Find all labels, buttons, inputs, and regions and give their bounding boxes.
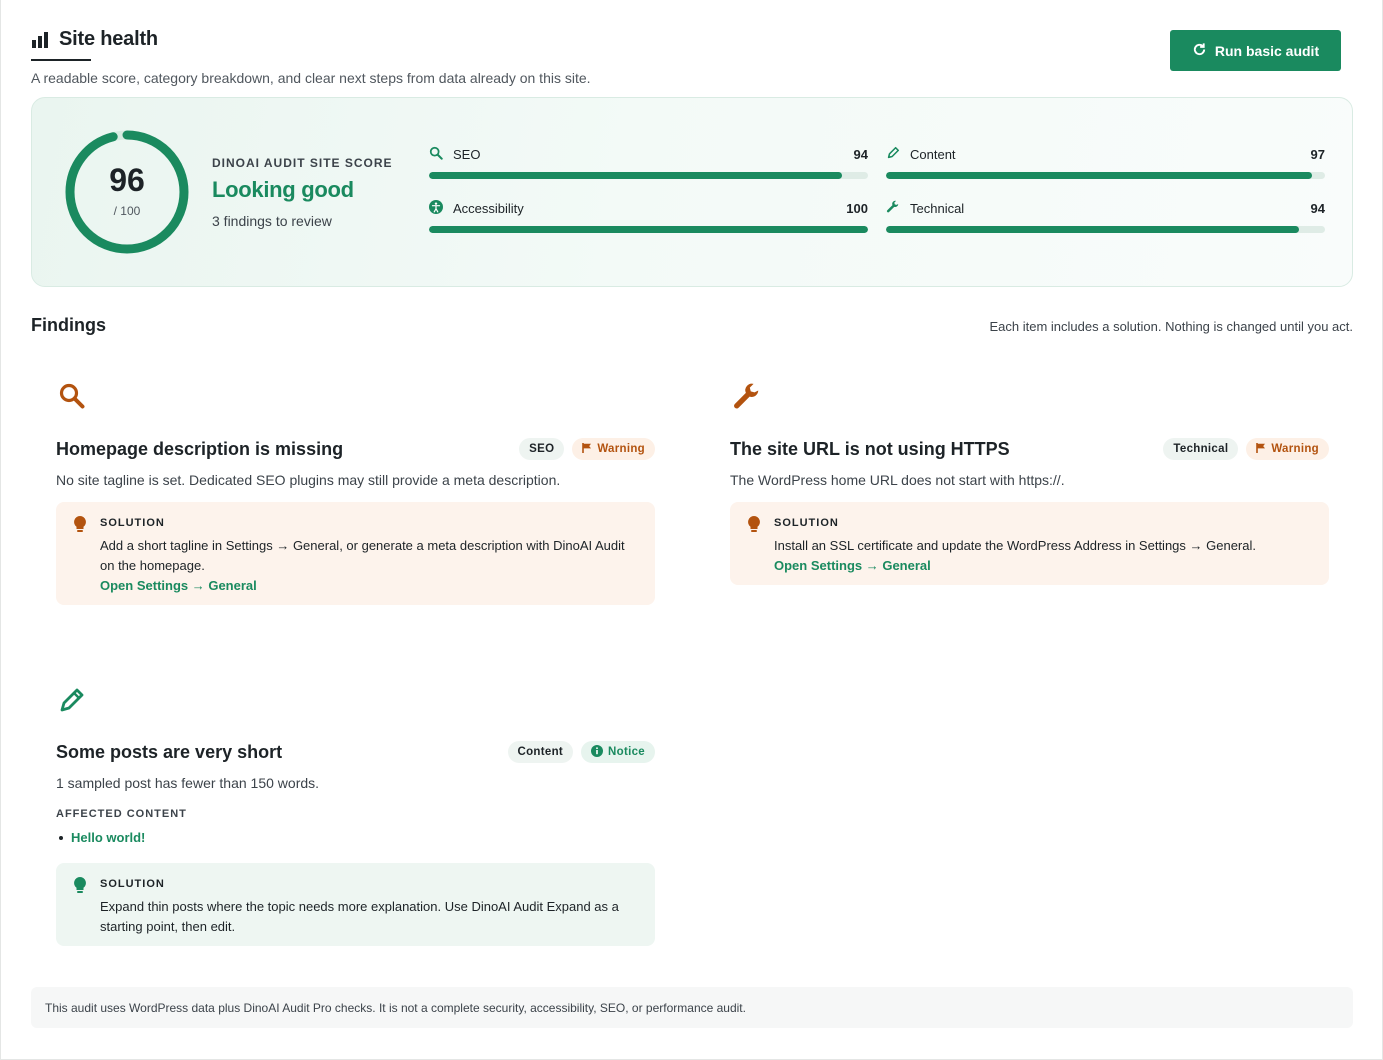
category-name: Technical: [910, 200, 965, 216]
finding-description: 1 sampled post has fewer than 150 words.: [56, 775, 320, 791]
finding-title: Some posts are very short: [56, 742, 283, 762]
category-technical: [886, 199, 1325, 233]
refresh-icon: [1192, 42, 1207, 60]
pencil-icon: [886, 146, 910, 163]
finding-badges: [508, 741, 656, 763]
finding-badges: [519, 438, 655, 460]
finding-title: The site URL is not using HTTPS: [730, 439, 1010, 459]
finding-description: The WordPress home URL does not start with https://.: [730, 472, 1065, 488]
page-title: Site health: [59, 28, 158, 50]
score-card: [31, 97, 1353, 287]
solution-box: [56, 863, 655, 946]
search-icon: [58, 382, 86, 415]
solution-text: Expand thin posts where the topic needs more explanation. Use DinoAI Audit Expand as a starting point, then edit.: [100, 899, 619, 934]
category-bar-fill: [429, 226, 868, 233]
solution-text: Install an SSL certificate and update the WordPress Address in Settings → General.: [774, 538, 1256, 553]
page-header: [31, 28, 158, 61]
findings-title: Findings: [31, 315, 106, 335]
score-status: Looking good: [212, 177, 354, 202]
affected-content-label: AFFECTED CONTENT: [56, 808, 187, 820]
finding-card: [730, 382, 1329, 587]
bar-chart-icon: [31, 32, 49, 48]
category-bar: [886, 226, 1325, 233]
flag-icon: [582, 443, 592, 456]
category-value: 97: [1310, 146, 1325, 162]
category-bar: [429, 226, 868, 233]
category-name: SEO: [453, 146, 481, 162]
run-basic-audit-label: Run basic audit: [1214, 42, 1320, 59]
bullet: [59, 836, 63, 840]
severity-label: Notice: [608, 746, 645, 758]
accessibility-icon: [429, 200, 453, 217]
wrench-icon: [886, 200, 910, 217]
findings-note: Each item includes a solution. Nothing is changed until you act.: [989, 319, 1353, 334]
category-bar-fill: [886, 226, 1299, 233]
solution-box: [56, 502, 655, 605]
category-accessibility: [429, 199, 868, 233]
category-seo: [429, 145, 868, 179]
wrench-icon: [732, 382, 762, 417]
solution-label: SOLUTION: [774, 517, 839, 529]
finding-card: [56, 382, 655, 607]
solution-content: [100, 536, 640, 596]
category-value: 100: [846, 200, 868, 216]
warning-badge: [1246, 438, 1329, 460]
category-bar-fill: [429, 172, 842, 179]
category-name: Content: [910, 146, 956, 162]
score-max: / 100: [113, 204, 141, 218]
solution-box: [730, 502, 1329, 585]
page-subtitle: A readable score, category breakdown, and clear next steps from data already on this site.: [31, 70, 591, 86]
lightbulb-icon: [74, 516, 86, 539]
audit-disclaimer: This audit uses WordPress data plus DinoAI Audit Pro checks. It is not a complete security, accessibility, SEO, or performance audit.: [31, 987, 1353, 1028]
open-settings-general-link[interactable]: Open Settings → General: [100, 578, 257, 593]
category-badge: SEO: [519, 438, 564, 460]
category-value: 94: [1310, 200, 1325, 216]
category-bar: [429, 172, 868, 179]
solution-label: SOLUTION: [100, 878, 165, 890]
affected-content-item: [59, 830, 145, 845]
solution-label: SOLUTION: [100, 517, 165, 529]
pencil-icon: [58, 686, 86, 719]
finding-badges: [1163, 438, 1329, 460]
score-label: DINOAI AUDIT SITE SCORE: [212, 156, 393, 170]
category-value: 94: [853, 146, 868, 162]
finding-title: Homepage description is missing: [56, 439, 344, 459]
flag-icon: [1256, 443, 1266, 456]
finding-description: No site tagline is set. Dedicated SEO plugins may still provide a meta description.: [56, 472, 561, 488]
severity-label: Warning: [597, 443, 645, 455]
solution-text: Add a short tagline in Settings → General, or generate a meta description with DinoAI Audit on the homepage.: [100, 538, 625, 573]
category-name: Accessibility: [453, 200, 524, 216]
open-settings-general-link[interactable]: Open Settings → General: [774, 558, 931, 573]
title-underline: [31, 59, 91, 61]
notice-badge: [581, 741, 655, 763]
info-icon: [591, 745, 603, 760]
category-badge: Technical: [1163, 438, 1238, 460]
lightbulb-icon: [748, 516, 760, 539]
category-bar: [886, 172, 1325, 179]
lightbulb-icon: [74, 877, 86, 900]
category-content: [886, 145, 1325, 179]
warning-badge: [572, 438, 655, 460]
affected-post-link[interactable]: Hello world!: [71, 830, 146, 845]
severity-label: Warning: [1271, 443, 1319, 455]
category-bar-fill: [886, 172, 1312, 179]
score-findings-count: 3 findings to review: [212, 213, 332, 229]
finding-card: [56, 686, 655, 948]
solution-content: [774, 536, 1314, 576]
score-value: 96: [109, 162, 145, 198]
search-icon: [429, 146, 453, 163]
category-badge: Content: [508, 741, 574, 763]
run-basic-audit-button[interactable]: [1170, 30, 1341, 71]
